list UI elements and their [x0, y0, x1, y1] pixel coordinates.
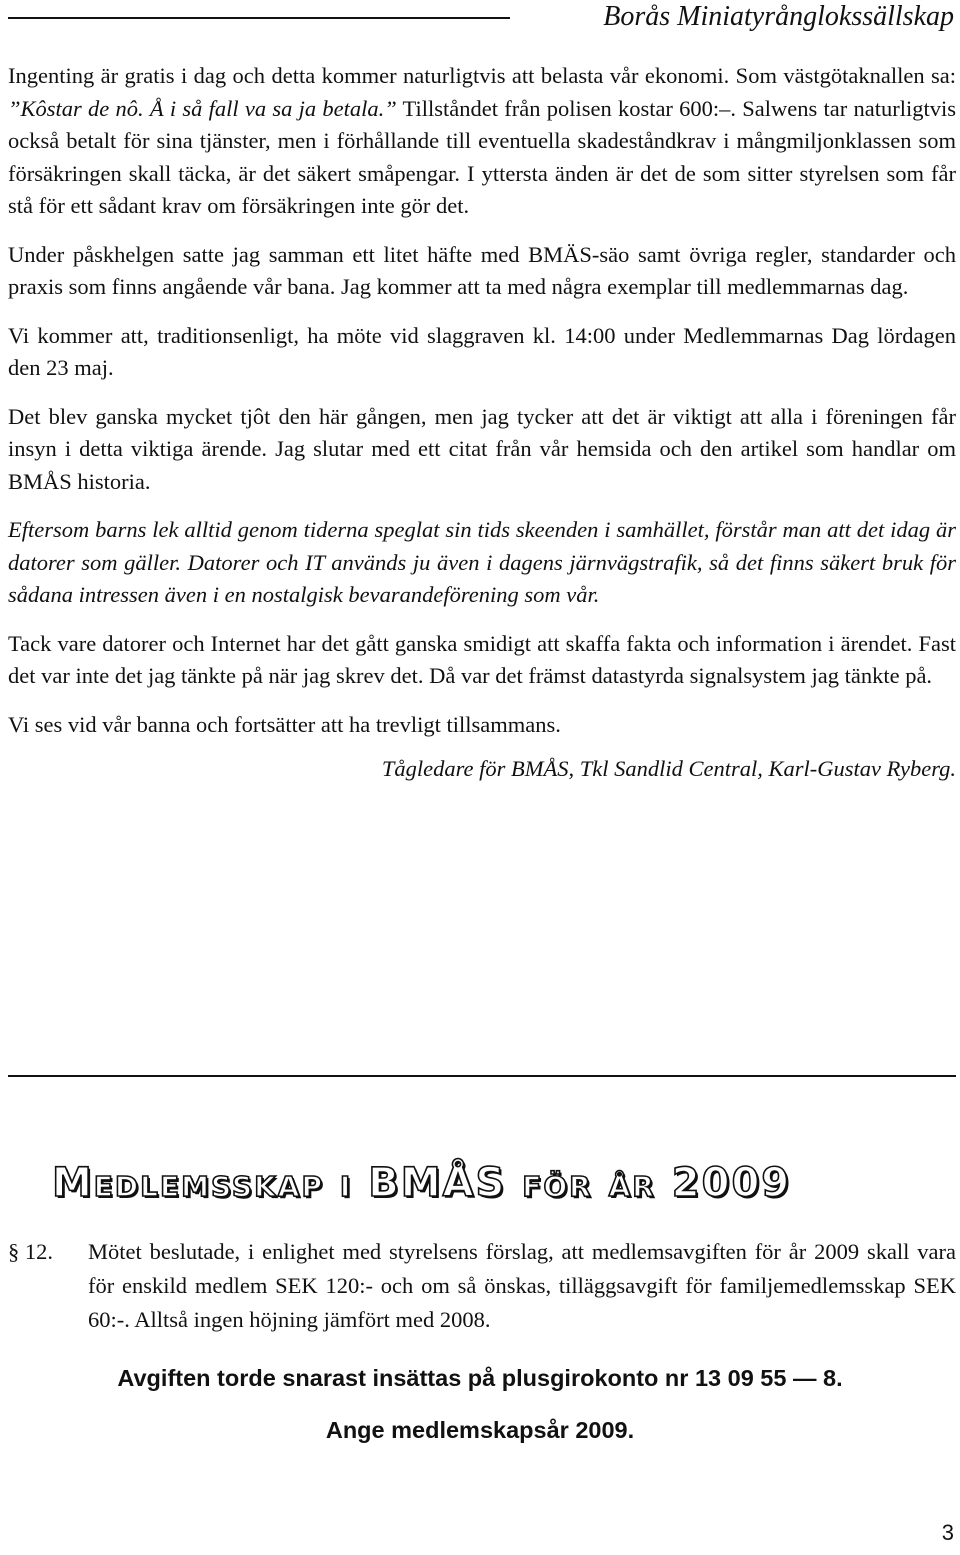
- paragraph-intro: [8, 60, 956, 223]
- header-title: Borås Miniatyrånglokssällskap: [603, 1, 954, 32]
- header-rule: [8, 17, 510, 19]
- page-number: 3: [941, 1520, 954, 1545]
- section-title: Medlemsskap i BMÅS för år 2009: [52, 1160, 792, 1206]
- paragraph-intro-text-b: Tillståndet från polisen kostar 600:–. Salwens tar naturligtvis också betalt för sina tjänster, men i förhållande till eventuella skadeståndkrav i mångmiljonklassen som försäkringen skall täcka, är det säkert småpengar. I yttersta änden är det de som sitter styrelsen som får stå för ett sådant krav om försäkringen inte gör det.: [8, 95, 956, 218]
- paragraph-meeting: Vi kommer att, traditionsenligt, ha möte vid slaggraven kl. 14:00 under Medlemmarnas Dag lördagen den 23 maj.: [8, 322, 956, 380]
- paragraph-text: Mötet beslutade, i enlighet med styrelsens förslag, att medlemsavgiften för år 2009 skall vara för enskild medlem SEK 120:- och om så önskas, tilläggsavgift för familjemedlemsskap SEK 60:-. Alltså ingen höjning jämfört med 2008.: [88, 1239, 956, 1332]
- article-body: [8, 60, 956, 802]
- section-divider: [8, 1075, 956, 1077]
- paragraph-insight: Det blev ganska mycket tjôt den här gången, men jag tycker att det är viktigt att alla i föreningen får insyn i detta viktiga ärende. Jag slutar med ett citat från vår hemsida och den artikel som handlar om BMÅS historia.: [8, 403, 956, 494]
- paragraph-computers: Tack vare datorer och Internet har det gått ganska smidigt att skaffa fakta och information i ärendet. Fast det var inte det jag tänkte på när jag skrev det. Då var det främst datastyrda signalsystem jag tänkte på.: [8, 630, 956, 688]
- website-quote: Eftersom barns lek alltid genom tiderna speglat sin tids skeenden i samhället, förstår man att det idag är datorer som gäller. Datorer och IT används ju även i dagens järnvägstrafik, så det finns säkert bruk för sådana intressen även i en nostalgisk bevarandeförening som vår.: [8, 517, 956, 607]
- payment-notice: Avgiften torde snarast insättas på plusgirokonto nr 13 09 55 — 8.: [117, 1365, 843, 1391]
- paragraph-closing: Vi ses vid vår banna och fortsätter att ha trevligt tillsammans.: [8, 711, 561, 737]
- membership-year-notice: Ange medlemskapsår 2009.: [325, 1417, 635, 1443]
- membership-paragraph: [8, 1235, 956, 1337]
- paragraph-booklet: Under påskhelgen satte jag samman ett litet häfte med BMÄS-säo samt övriga regler, standarder och praxis som finns angående vår bana. Jag kommer att ta med några exemplar till medlemmarnas dag.: [8, 241, 956, 299]
- page-header: [8, 0, 954, 40]
- paragraph-number: § 12.: [8, 1239, 53, 1264]
- dialect-quote: ”Kôstar de nô. Å i så fall va sa ja betala.”: [8, 95, 397, 121]
- paragraph-intro-text-a: Ingenting är gratis i dag och detta kommer naturligtvis att belasta vår ekonomi. Som västgötaknallen sa:: [8, 63, 956, 88]
- signature: Tågledare för BMÅS, Tkl Sandlid Central, Karl-Gustav Ryberg.: [381, 756, 956, 781]
